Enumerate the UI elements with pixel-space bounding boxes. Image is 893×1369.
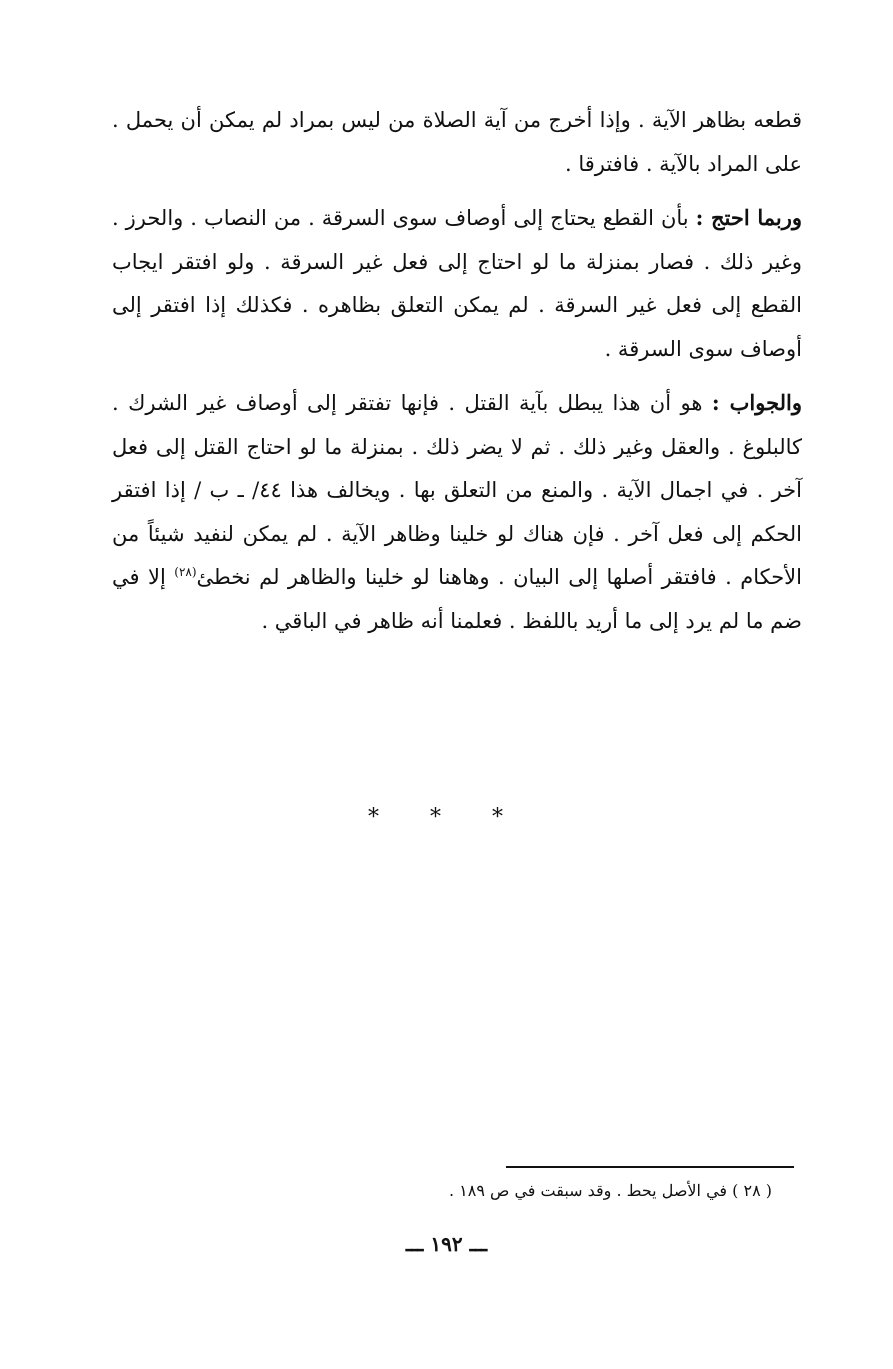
paragraph-tail: إلا في ضم ما لم يرد إلى ما أريد باللفظ . فعلمنا أنه ظاهر في الباقي . <box>112 565 802 633</box>
paragraph-body: هو أن هذا يبطل بآية القتل . فإنها تفتقر إلى أوصاف غير الشرك . كالبلوغ . والعقل وغير ذلك . ثم لا يضر ذلك . بمنزلة ما لو احتاج القتل إلى فعل آخر . في اجمال الآية . والمنع من التعلق بها . ويخالف هذا ٤٤/ ـ ب / إذا افتقر الحكم إلى فعل آخر . فإن هناك لو خلينا وظاهر الآية . لم يمكن لنفيد شيئاً من الأحكام . فافتقر أصلها إلى البيان . وهاهنا لو خلينا والظاهر لم نخطئ <box>112 391 803 589</box>
paragraph-body: قطعه بظاهر الآية . وإذا أخرج من آية الصلاة من ليس بمراد لم يمكن أن يحمل . على المراد بالآية . فافترقا . <box>112 108 802 176</box>
paragraph-1 <box>112 98 802 186</box>
footnote-divider <box>506 1166 794 1168</box>
footnote: ( ٢٨ ) في الأصل يحط . وقد سبقت في ص ١٨٩ . <box>448 1181 772 1200</box>
paragraph-lead: وربما احتج : <box>695 205 802 230</box>
main-text <box>112 98 802 653</box>
page-number: ـــ ١٩٢ ـــ <box>405 1232 488 1256</box>
section-separator: * * * <box>368 805 525 830</box>
paragraph-2 <box>112 196 802 371</box>
footnote-reference[interactable]: (٢٨) <box>174 565 197 579</box>
paragraph-lead: والجواب : <box>711 390 802 415</box>
paragraph-3 <box>112 381 802 643</box>
paragraph-body: بأن القطع يحتاج إلى أوصاف سوى السرقة . من النصاب . والحرز . وغير ذلك . فصار بمنزلة ما لو احتاج إلى فعل غير السرقة . ولو افتقر ايجاب القطع إلى فعل غير السرقة . لم يمكن التعلق بظاهره . فكذلك إذا افتقر إلى أوصاف سوى السرقة . <box>112 206 802 361</box>
